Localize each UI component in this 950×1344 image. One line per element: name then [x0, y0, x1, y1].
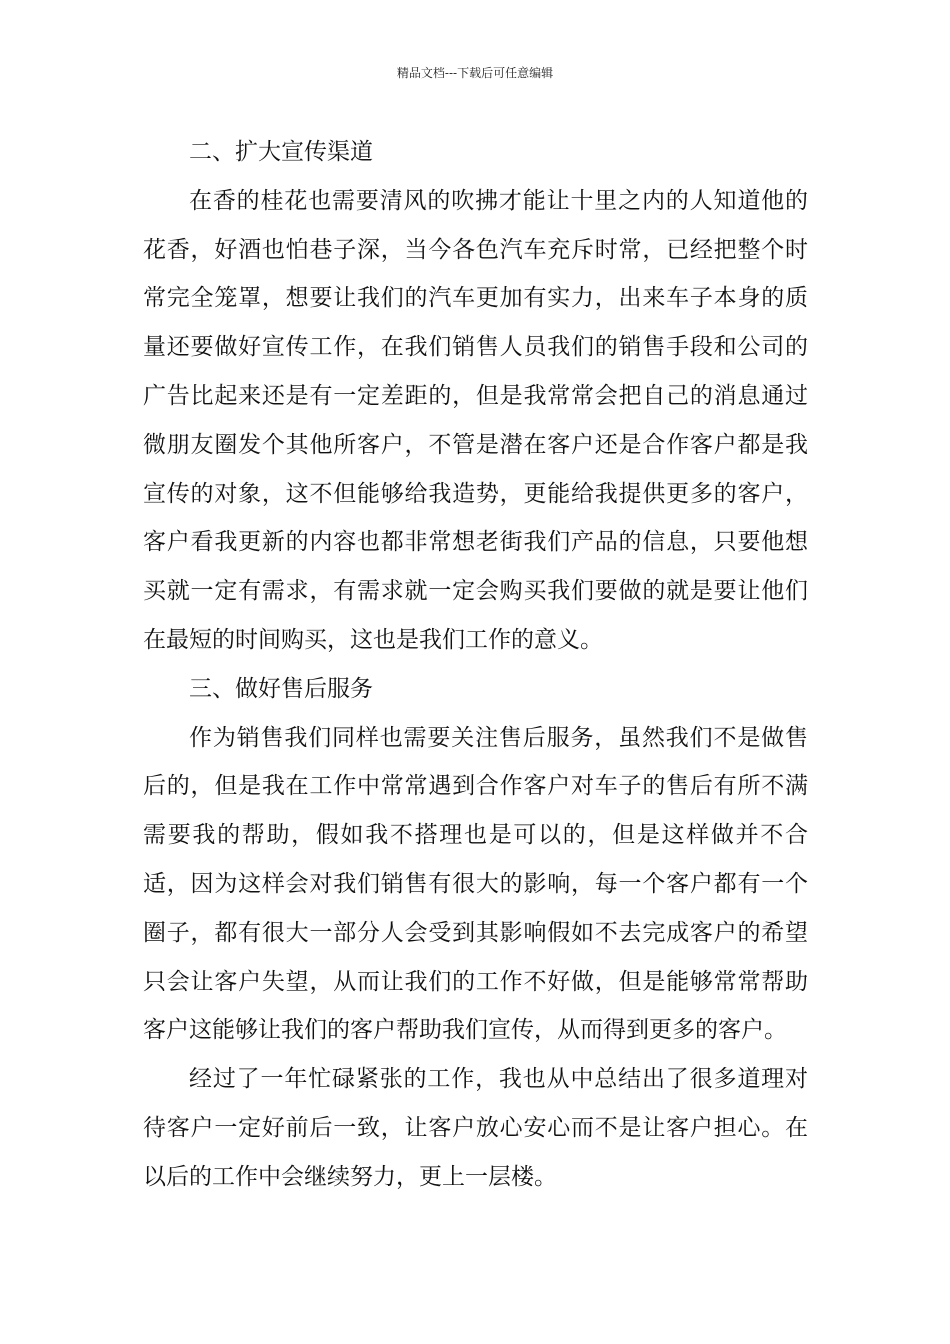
paragraph: 作为销售我们同样也需要关注售后服务，虽然我们不是做售后的，但是我在工作中常常遇到合作客户对车子的售后有所不满需要我的帮助，假如我不搭理也是可以的，但是这样做并不合适，因为这样会对我们销售有很大的影响，每一个客户都有一个圈子，都有很大一部分人会受到其影响假如不去完成客户的希望只会让客户失望，从而让我们的工作不好做，但是能够常常帮助客户这能够让我们的客户帮助我们宣传，从而得到更多的客户。 — [143, 724, 808, 1044]
section-heading: 三、做好售后服务 — [189, 675, 373, 702]
section-heading: 二、扩大宣传渠道 — [189, 139, 373, 165]
page-header: 精品文档---下载后可任意编辑 — [396, 66, 554, 80]
paragraph: 经过了一年忙碌紧张的工作，我也从中总结出了很多道理对待客户一定好前后一致，让客户放心安心而不是让客户担心。在以后的工作中会继续努力，更上一层楼。 — [143, 1066, 808, 1190]
paragraph: 在香的桂花也需要清风的吹拂才能让十里之内的人知道他的花香，好酒也怕巷子深，当今各色汽车充斥时常，已经把整个时常完全笼罩，想要让我们的汽车更加有实力，出来车子本身的质量还要做好宣传工作，在我们销售人员我们的销售手段和公司的广告比起来还是有一定差距的，但是我常常会把自己的消息通过微朋友圈发个其他所客户，不管是潜在客户还是合作客户都是我宣传的对象，这不但能够给我造势，更能给我提供更多的客户，客户看我更新的内容也都非常想老街我们产品的信息，只要他想买就一定有需求，有需求就一定会购买我们要做的就是要让他们在最短的时间购买，这也是我们工作的意义。 — [143, 187, 808, 653]
document-body — [143, 128, 808, 1202]
